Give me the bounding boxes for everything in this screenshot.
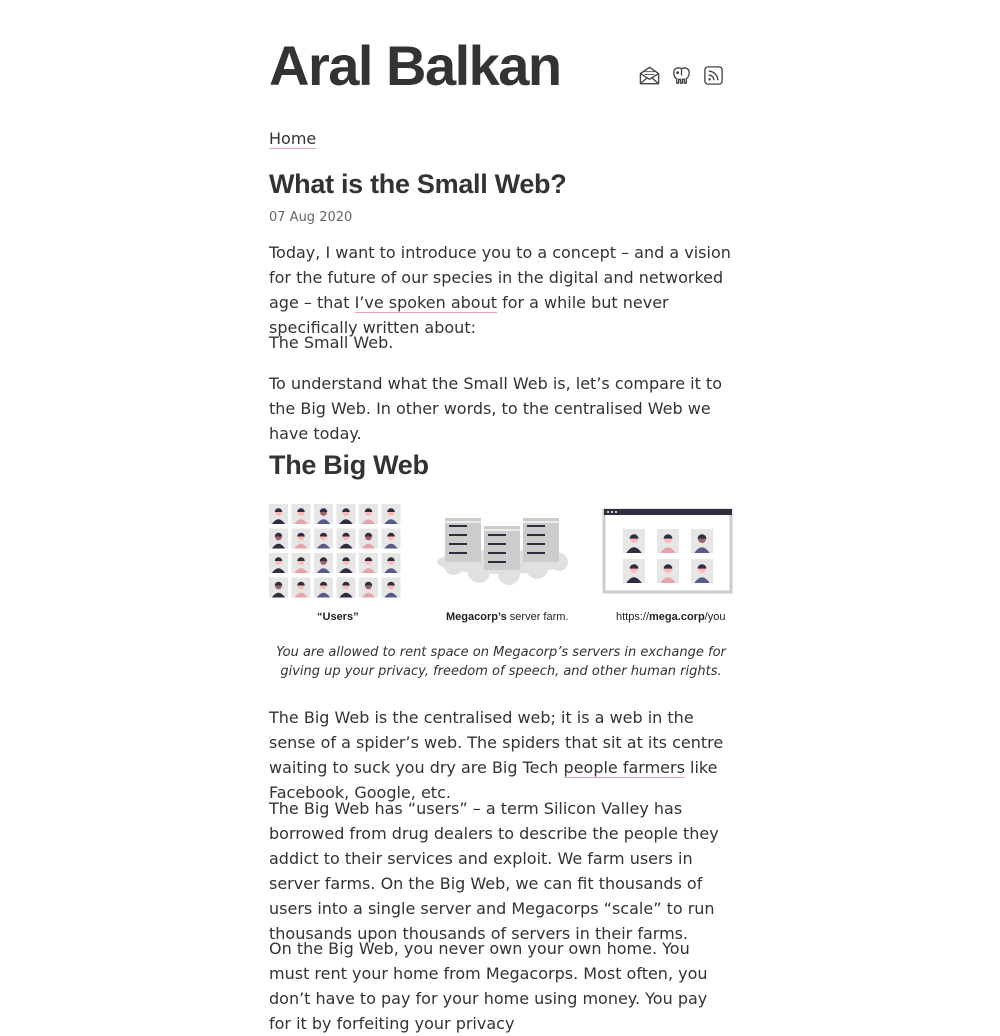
rss-icon[interactable] [702, 64, 725, 87]
url-figure-label [616, 611, 725, 623]
people-farmers-link[interactable]: people farmers [563, 758, 685, 777]
section-heading-big-web: The Big Web [269, 450, 429, 480]
paragraph-intro [269, 240, 733, 340]
post-title: What is the Small Web? [269, 169, 567, 199]
header-icons [638, 64, 725, 87]
email-icon[interactable] [638, 64, 661, 87]
paragraph-big-web-text-end: like Facebook, Google, etc. [269, 758, 718, 802]
server-farm-label-rest: server farm. [506, 611, 569, 623]
url-prefix: https:// [616, 611, 650, 623]
paragraph-big-web [269, 705, 733, 805]
paragraph-intro-text: Today, I want to introduce you to a concept – and a vision for the future of our species in the digital and networked age – that [269, 243, 731, 312]
server-farm-illustration [437, 518, 568, 585]
browser-window-illustration [604, 509, 732, 592]
url-suffix: /you [704, 611, 726, 623]
url-domain: mega.corp [649, 611, 705, 623]
mastodon-icon[interactable] [670, 64, 693, 87]
server-farm-figure-label [446, 611, 568, 623]
paragraph-users: The Big Web has “users” – a term Silicon Valley has borrowed from drug dealers to describe the people they addict to their services and exploit. We farm users in server farms. On the Big Web, we can fit thousands of users into a single server and Megacorps “scale” to run thousands upon thousands of servers in their farms. [269, 799, 719, 943]
post-date: 07 Aug 2020 [269, 210, 353, 225]
paragraph-big-web-text: The Big Web is the centralised web; it is a web in the sense of a spider’s web. The spiders that sit at its centre waiting to suck you dry are Big Tech [269, 708, 724, 777]
paragraph-home: On the Big Web, you never own your own home. You must rent your home from Megacorps. Most often, you don’t have to pay for your home using money. You pay for it by forfeiting your privacy [269, 939, 708, 1033]
spoken-about-link[interactable]: I’ve spoken about [354, 293, 497, 312]
breadcrumb [269, 128, 316, 150]
users-figure-label: “Users” [317, 611, 359, 623]
paragraph-small-web: The Small Web. [269, 333, 394, 352]
paragraph-compare: To understand what the Small Web is, let’s compare it to the Big Web. In other words, to the centralised Web we have today. [269, 374, 722, 443]
figure-caption: You are allowed to rent space on Megacorp’s servers in exchange for giving up your privacy, freedom of speech, and other human rights. [276, 645, 726, 679]
site-title[interactable]: Aral Balkan [269, 34, 561, 97]
paragraph-intro-text-end: for a while but never specifically written about: [269, 293, 669, 337]
users-grid-illustration [269, 504, 401, 598]
breadcrumb-home-link[interactable]: Home [269, 129, 317, 148]
server-farm-label-bold: Megacorp’s [446, 611, 507, 623]
